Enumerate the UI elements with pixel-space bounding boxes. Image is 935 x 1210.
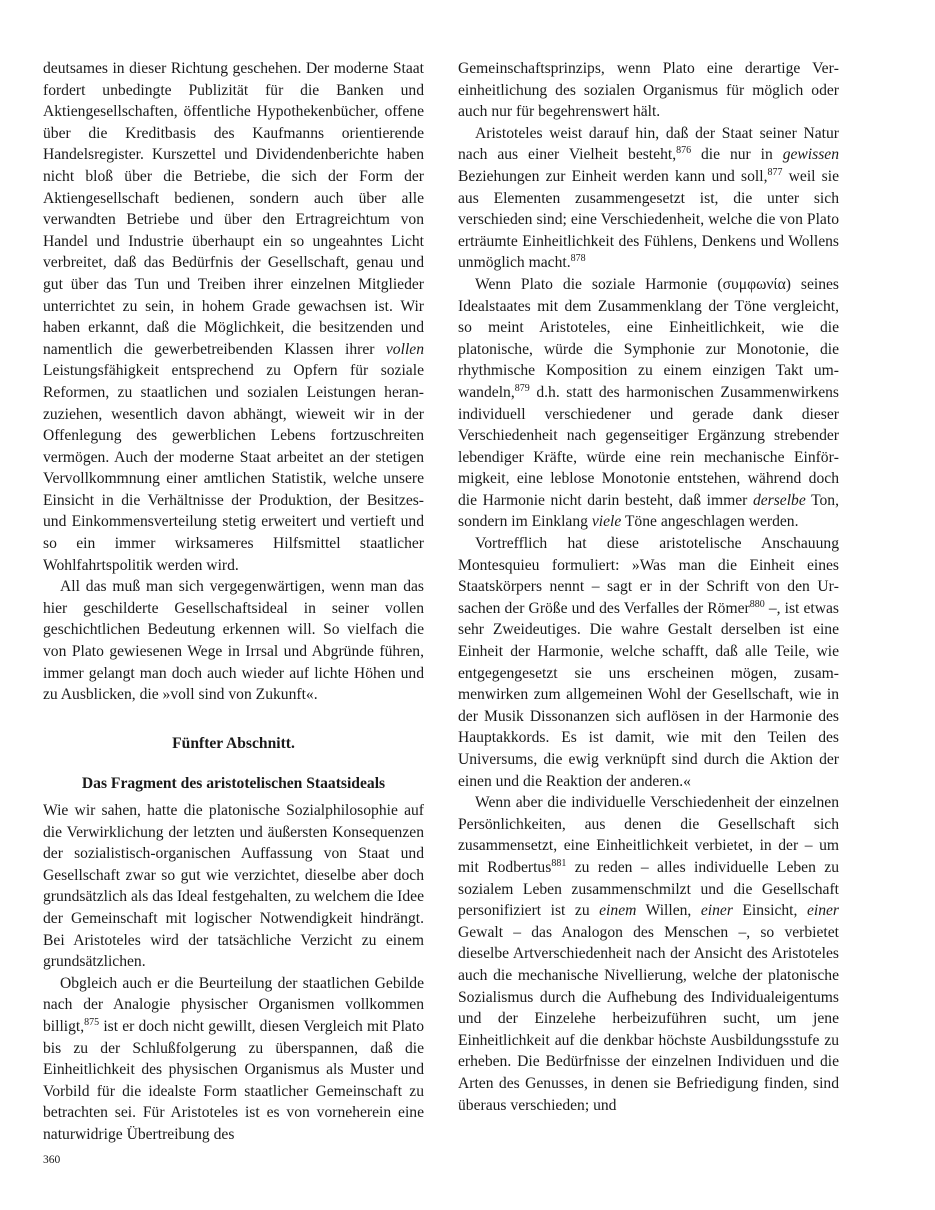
emphasis-text: einer (806, 902, 839, 920)
emphasis-text: derselbe (752, 491, 806, 509)
text-run: –, ist etwas sehr Zweideutiges. Die wahre Gestalt derselben ist eine Einheit der Harmonie, welche schafft, daß alle Teile, wie entgegengesetzt sie uns erscheinen mögen, zusammenwirken zum allgemeinen Wohl der Gesellschaft, wie in der Musik Dissonanzen sich auflösen in der Harmonie des Hauptakkords. Es ist damit, wie mit den Teilen des Universums, die ewig verknüpft sind durch die Aktion der einen und die Reaktion der anderen.« (458, 599, 839, 790)
text-run: Ton, sondern im Einklang (458, 491, 840, 531)
text-run: Wie wir sahen, hatte die platonische Sozialphilosophie auf die Verwirklichung der letzten und äußersten Konsequenzen der sozialistisch-organischen Auffassung von Staat und Gesellschaft zwar so gut wie verzichtet, dieselbe aber doch grundsätzlich als das Ideal festgehalten, zu welchem die Idee der Gemeinschaft mit logischer Notwendigkeit hindrängt. Bei Aristoteles wird der tatsächliche Verzicht zu einem grundsätzlichen. (43, 802, 424, 971)
text-run: Wenn aber die individuelle Verschiedenheit der einzelnen Persönlichkeiten, aus denen die Gesellschaft sich zusammensetzt, eine Einheitlichkeit verbietet, in der – um mit Rodbertus (458, 794, 839, 876)
paragraph (43, 58, 424, 576)
paragraph (458, 792, 839, 1116)
footnote-ref: 877 (767, 166, 783, 178)
text-run: weil sie aus Elementen zusammengesetzt ist, die unter sich verschieden sind; eine Verschiedenheit, welche die von Plato erträumte Einheitlichkeit des Fühlens, Denkens und Wollens unmöglich macht. (458, 167, 840, 272)
paragraph (458, 533, 839, 792)
page-number: 360 (43, 1154, 61, 1166)
text-run: Gemeinschaftsprinzips, wenn Plato eine derartige Vereinheitlichung des sozialen Organismus für möglich oder auch nur für begehrenswert hält. (458, 60, 839, 121)
footnote-ref: 878 (570, 253, 586, 265)
emphasis-text: vollen (385, 340, 424, 358)
footnote-ref: 880 (749, 598, 765, 610)
footnote-ref: 876 (676, 145, 692, 157)
text-run: ist er doch nicht gewillt, diesen Vergleich mit Plato bis zu der Schlußfolgerung zu überspannen, daß die Einheitlichkeit des physischen Organismus als Muster und Vorbild für die idealste Form staatlicher Gemeinschaft zu betrachten sei. Für Aristoteles ist es von vorneherein eine naturwidrige Übertreibung des (43, 1017, 424, 1143)
text-run: Beziehungen zur Einheit werden kann und soll, (458, 167, 768, 185)
paragraph (43, 576, 424, 706)
section-subtitle: Das Fragment des aristotelischen Staatsideals (81, 775, 386, 793)
paragraph (458, 274, 839, 533)
emphasis-text: gewissen (782, 146, 839, 164)
paragraph (458, 123, 839, 274)
text-run: Wenn Plato die soziale Harmonie (συμφωνία) seines Idealstaates mit dem Zusammenklang der Töne vergleicht, so meint Aristoteles, eine Einheitlichkeit, wie die platonische, würde die Symphonie zur Monotonie, die rhythmische Komposition zu einem einzigen Takt umwandeln, (458, 275, 839, 401)
right-column (458, 58, 839, 1116)
text-run: Obgleich auch er die Beurteilung der staatlichen Gebilde nach der Analogie physischer Organismen vollkommen billigt, (43, 974, 424, 1035)
paragraph (43, 973, 424, 1146)
text-run: Gewalt – das Analogon des Menschen –, so verbietet dieselbe Artverschiedenheit nach der Ansicht des Aristoteles auch die mechanische Nivellierung, welche der platonische Sozialismus durch die Aufhebung des Individualeigentums und der Einzelehe herbeizuführen sucht, um jene Einheitlichkeit auf die denkbar höchste Ausbildungsstufe zu erheben. Die Bedürfnisse der einzelnen Individuen und die Arten des Genusses, in denen sie Befriedigung finden, sind überaus verschieden; und (458, 923, 839, 1114)
footnote-ref: 881 (551, 857, 567, 869)
text-run: d.h. statt des harmonischen Zusammenwirkens individuell verschiedener und gerade dank dieser Verschiedenheit nach gegenseitiger Ergänzung strebender lebendiger Kräfte, würde eine rein mechanische Einförmigkeit, eine leblose Monotonie entstehen, während doch die Harmonie nicht darin besteht, daß immer (458, 383, 839, 509)
text-run: All das muß man sich vergegenwärtigen, wenn man das hier geschilderte Gesellschaftsideal in seiner vollen geschichtlichen Bedeutung erkennen will. So vielfach die von Plato gewiesenen Wege in Irrsal und Abgründe führen, immer gelangt man doch auch wieder auf lichte Höhen und zu Ausblicken, die »voll sind von Zukunft«. (43, 578, 424, 704)
paragraph (458, 58, 839, 123)
text-run: Einsicht, (732, 902, 807, 920)
footnote-ref: 879 (514, 382, 530, 394)
text-run: Leistungsfähigkeit entsprechend zu Opfern für soziale Reformen, zu staatlichen und sozialen Leistungen heranzuziehen, wesentlich davon abhängt, wieweit wir in der Offenlegung des gewerblichen Lebens fortzuschreiten vermögen. Auch der moderne Staat arbeitet an der stetigen Vervollkommnung einer amtlichen Statistik, welche unsere Einsicht in die Verhältnisse der Produktion, der Besitzes- und Einkommensverteilung stetig erweitert und vertieft und so ein immer wirksameres Hilfsmittel staatlicher Wohlfahrtspolitik werden wird. (43, 362, 424, 574)
footnote-ref: 875 (84, 1016, 100, 1028)
text-run: Vortrefflich hat diese aristotelische Anschauung Montesquieu formuliert: »Was man die Einheit eines Staatskörpers nennt – sagt er in der Schrift von den Ursachen der Größe und des Verfalles der Römer (458, 535, 839, 617)
text-run: zu reden – alles individuelle Leben zu sozialem Leben zusammenschmilzt und die Gesellschaft personifiziert ist zu (458, 858, 840, 920)
text-run: deutsames in dieser Richtung geschehen. Der moderne Staat fordert unbedingte Publizität für die Banken und Aktiengesellschaften, öffentliche Hypothekenbücher, offene über die Kreditbasis des Kaufmanns orientierende Handelsregister. Kurszettel und Dividendenberichte haben nicht bloß über die Betriebe, die sich der Form der Aktiengesellschaft bedienen, sondern auch über alle verwandten Betriebe und über den Ertragreichtum von Handel und Industrie überhaupt ein so ungeahntes Licht verbreitet, daß das Bedürfnis der Gesellschaft, genau und gut über das Tun und Treiben ihrer einzelnen Mitglieder unterrichtet zu sein, in hohem Grade gewachsen ist. Wir haben erkannt, daß die Möglichkeit, die besitzenden und namentlich die gewerbetreibenden Klassen ihrer (43, 60, 424, 358)
section-title: Fünfter Abschnitt. (172, 734, 295, 752)
text-run: Töne angeschlagen werden. (621, 513, 799, 531)
text-run: Willen, (636, 902, 701, 920)
text-run: die nur in (691, 146, 783, 164)
emphasis-text: einem (599, 902, 637, 920)
emphasis-text: einer (700, 902, 733, 920)
emphasis-text: viele (591, 513, 622, 531)
text-run: Aristoteles weist darauf hin, daß der Staat seiner Natur nach aus einer Vielheit besteht, (458, 124, 839, 164)
left-column (43, 58, 424, 1146)
paragraph (43, 800, 424, 973)
